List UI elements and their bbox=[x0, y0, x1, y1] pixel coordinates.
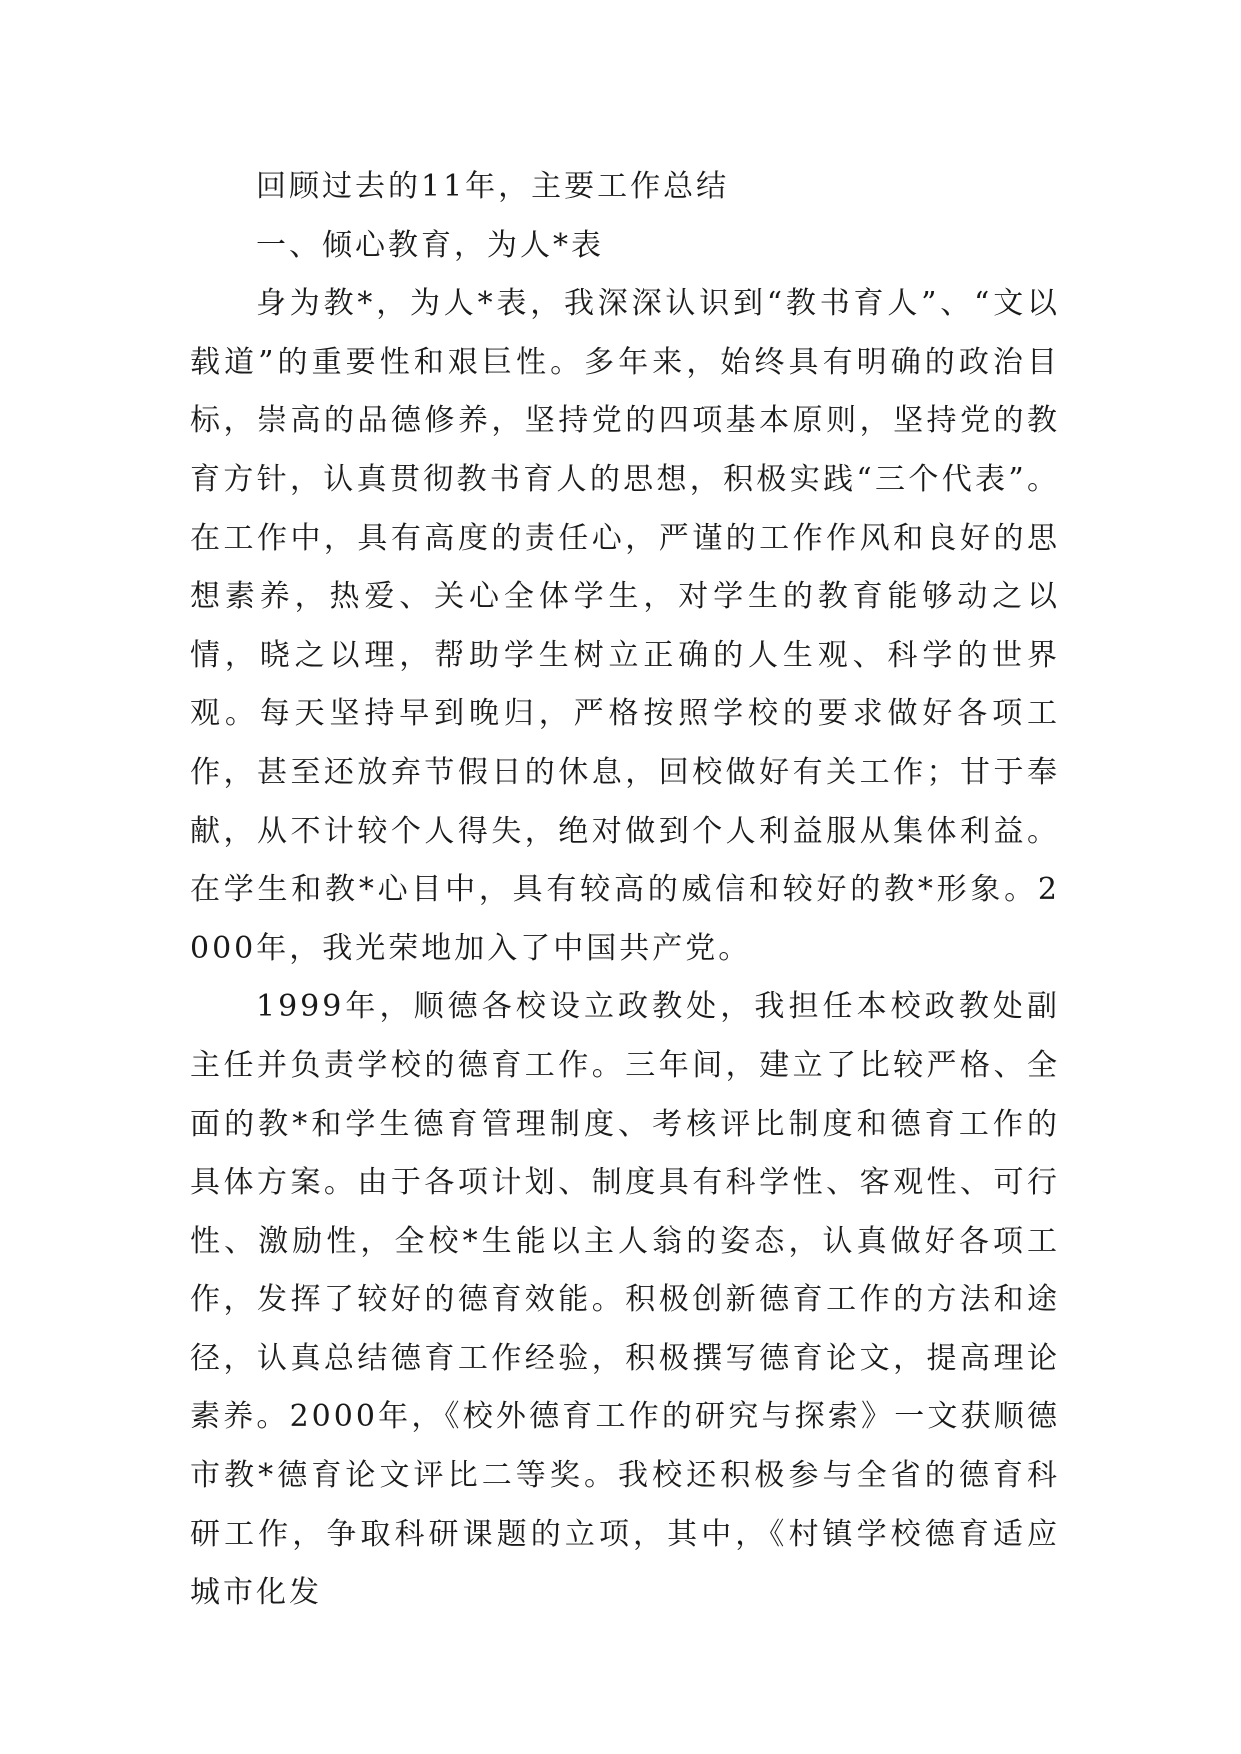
document-title: 回顾过去的11年，主要工作总结 bbox=[256, 169, 730, 204]
section-heading: 一、倾心教育，为人*表 bbox=[256, 227, 604, 263]
body-paragraph-1: 身为教*，为人*表，我深深认识到“教书育人”、“文以载道”的重要性和艰巨性。多年来，始终具有明确的政治目标，崇高的品德修养，坚持党的四项基本原则，坚持党的教育方针，认真贯彻教书育人的思想，积极实践“三个代表”。在工作中，具有高度的责任心，严谨的工作作风和良好的思想素养，热爱、关心全体学生，对学生的教育能够动之以情，晓之以理，帮助学生树立正确的人生观、科学的世界观。每天坚持早到晚归，严格按照学校的要求做好各项工作，甚至还放弃节假日的休息，回校做好有关工作；甘于奉献，从不计较个人得失，绝对做到个人利益服从集体利益。在学生和教*心目中，具有较高的威信和较好的教*形象。2000年，我光荣地加入了中国共产党。 bbox=[190, 286, 1060, 966]
body-paragraph-2: 1999年，顺德各校设立政教处，我担任本校政教处副主任并负责学校的德育工作。三年间，建立了比较严格、全面的教*和学生德育管理制度、考核评比制度和德育工作的具体方案。由于各项计划、制度具有科学性、客观性、可行性、激励性，全校*生能以主人翁的姿态，认真做好各项工作，发挥了较好的德育效能。积极创新德育工作的方法和途径，认真总结德育工作经验，积极撰写德育论文，提高理论素养。2000年，《校外德育工作的研究与探索》一文获顺德市教*德育论文评比二等奖。我校还积极参与全省的德育科研工作，争取科研课题的立项，其中，《村镇学校德育适应城市化发 bbox=[190, 989, 1060, 1611]
document-body bbox=[190, 158, 1060, 1623]
